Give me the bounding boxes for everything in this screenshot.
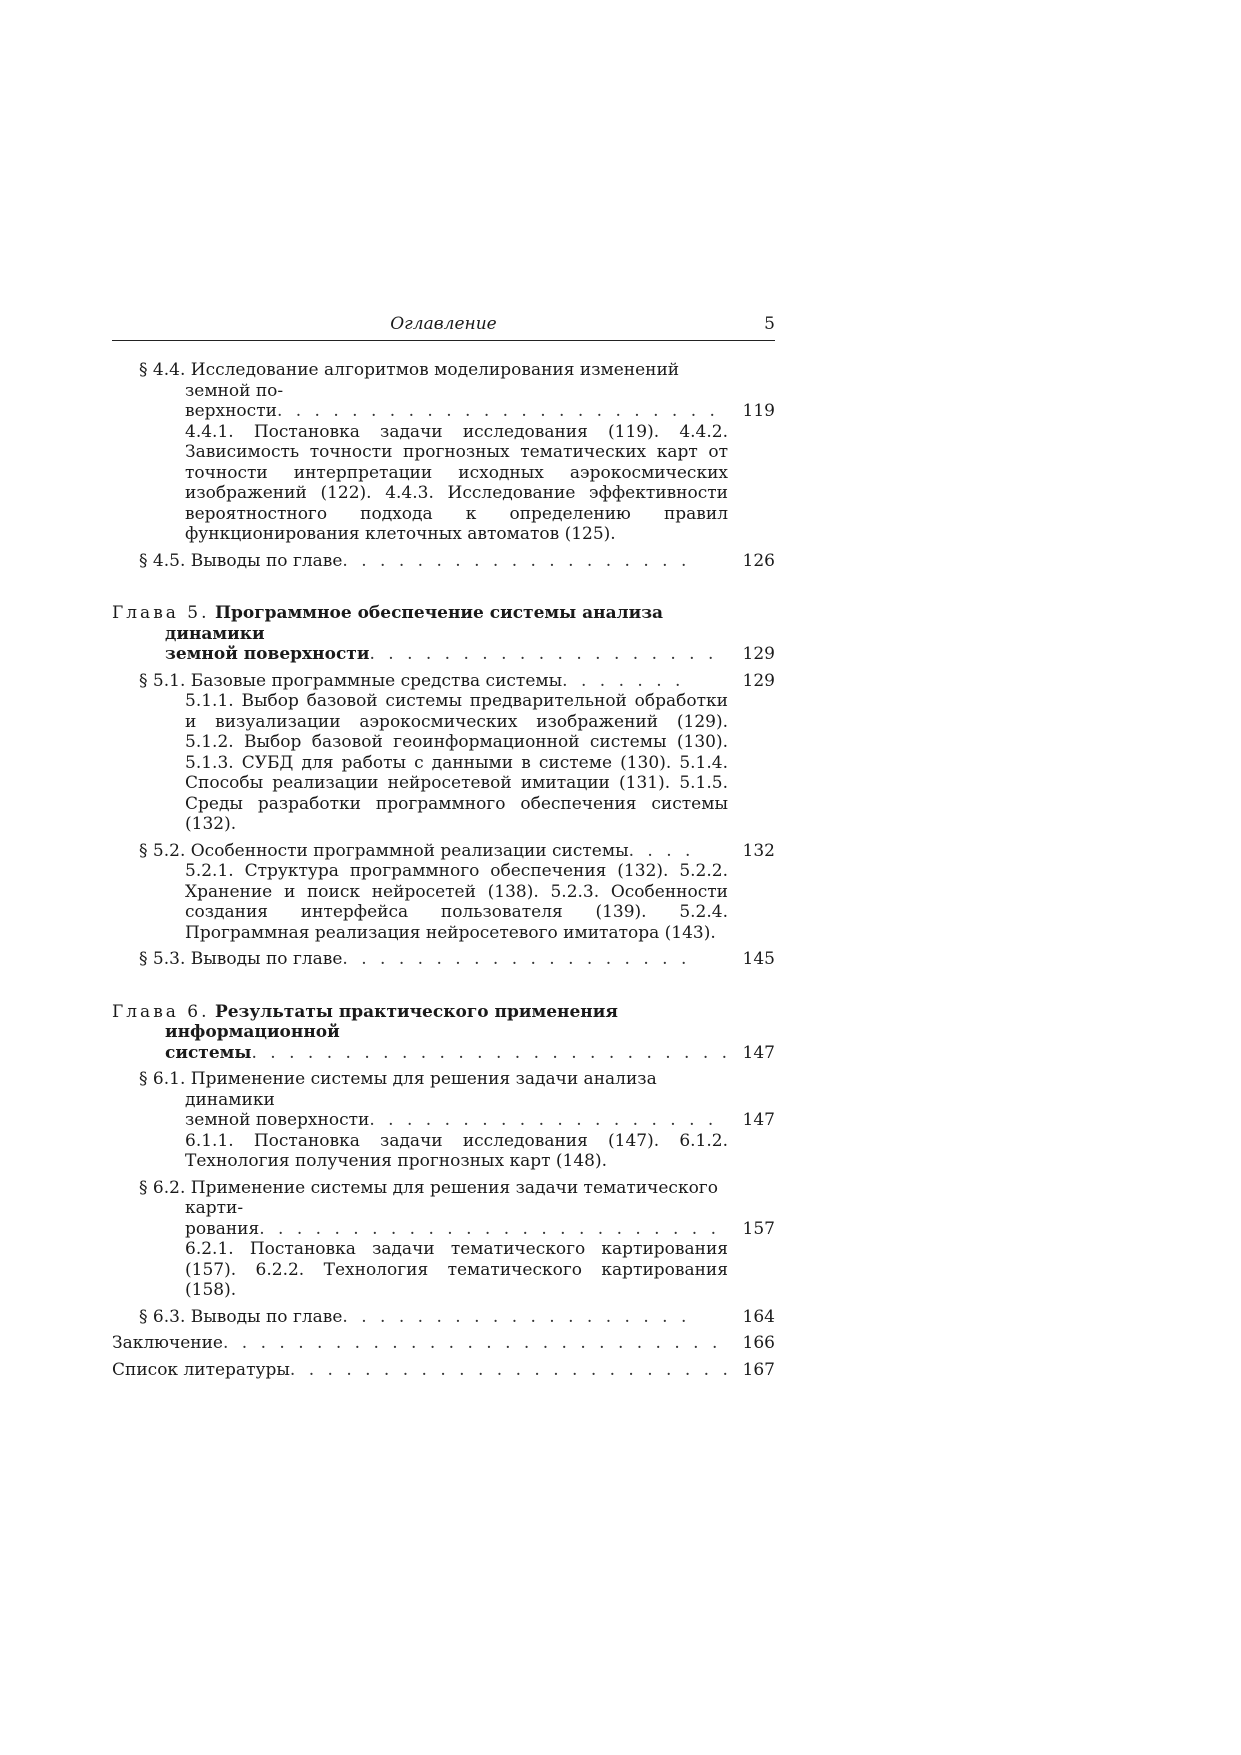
leader-dots [342, 551, 688, 572]
entry-title-last-line: системы [165, 1042, 252, 1063]
page-number: 5 [764, 314, 775, 334]
section-number: § 6.1. [139, 1069, 186, 1089]
entry-title: Список литературы [112, 1359, 290, 1380]
entry-title: Выводы по главе [190, 550, 343, 571]
leader-dots [223, 1333, 728, 1354]
section-number: § 5.1. [139, 670, 186, 691]
toc-entry [112, 360, 775, 545]
entry-title-first-line: Результаты практического применения информационной [165, 1001, 618, 1042]
chapter-label: Глава 6. [112, 1001, 210, 1022]
toc-entry [112, 1178, 775, 1301]
entry-page-number: 164 [742, 1306, 775, 1327]
toc-entry [112, 1333, 775, 1354]
entry-page-number: 157 [742, 1218, 775, 1239]
entry-title-first-line: Применение системы для решения задачи анализа динамики [185, 1069, 657, 1110]
leader-dots [562, 671, 689, 692]
toc-entry [112, 841, 775, 944]
entry-title: Выводы по главе [190, 949, 343, 969]
leader-dots [342, 1307, 688, 1328]
toc-entry [112, 603, 775, 665]
running-head [112, 314, 775, 341]
entry-title-last-line: земной поверхности [165, 644, 370, 664]
leader-dots [290, 1360, 728, 1381]
entry-page-number: 147 [742, 1110, 775, 1130]
subsection-list: 5.1.1. Выбор базовой системы предварительной обработки и визуализации аэрокосмических изображений (129). 5.1.2. Выбор базовой геоинформационной системы (130). 5.1.3. СУБД для работы с данными в системе (130). 5.1.4. Способы реализации нейросетевой имитации (131). 5.1.5. Среды разработки программного обеспечения системы (132). [185, 691, 728, 834]
entry-page-number: 147 [742, 1042, 775, 1063]
leader-dots [342, 949, 688, 970]
toc-entry [112, 1360, 775, 1381]
entry-page-number: 132 [742, 840, 775, 861]
toc-entry [112, 949, 775, 970]
entry-title-first-line: Применение системы для решения задачи тематического карти- [185, 1177, 718, 1218]
subsection-list: 4.4.1. Постановка задачи исследования (119). 4.4.2. Зависимость точности прогнозных тематических карт от точности интерпретации исходных аэрокосмических изображений (122). 4.4.3. Исследование эффективности вероятностного подхода к определению правил функционирования клеточных автоматов (125). [185, 421, 728, 544]
section-number: § 5.3. [139, 949, 186, 969]
entry-title-last-line: рования [185, 1218, 260, 1239]
entry-title: Базовые программные средства системы [190, 670, 563, 691]
leader-dots [369, 644, 728, 665]
entry-page-number: 126 [742, 550, 775, 571]
leader-dots [277, 401, 728, 422]
entry-title: Заключение [112, 1333, 223, 1353]
entry-title: Выводы по главе [190, 1306, 343, 1327]
subsection-list: 6.1.1. Постановка задачи исследования (147). 6.1.2. Технология получения прогнозных карт (148). [185, 1130, 728, 1171]
section-number: § 6.3. [139, 1306, 186, 1327]
toc-entry [112, 1002, 775, 1064]
section-number: § 4.4. [139, 360, 186, 380]
leader-dots [259, 1219, 728, 1240]
entry-title-first-line: Исследование алгоритмов моделирования изменений земной по- [185, 360, 680, 401]
entry-title-last-line: верхности [185, 401, 277, 421]
subsection-list: 5.2.1. Структура программного обеспечения (132). 5.2.2. Хранение и поиск нейросетей (138). 5.2.3. Особенности создания интерфейса пользователя (139). 5.2.4. Программная реализация нейросетевого имитатора (143). [185, 861, 728, 943]
leader-dots [369, 1110, 728, 1131]
toc-entry [112, 551, 775, 572]
entry-page-number: 129 [742, 670, 775, 691]
toc-entry [112, 671, 775, 835]
entry-page-number: 119 [742, 401, 775, 421]
entry-page-number: 167 [742, 1359, 775, 1380]
chapter-label: Глава 5. [112, 603, 210, 623]
section-number: § 6.2. [139, 1177, 186, 1198]
entry-title-last-line: земной поверхности [185, 1110, 370, 1130]
toc-entry [112, 1307, 775, 1328]
leader-dots [251, 1043, 728, 1064]
entry-title-first-line: Программное обеспечение системы анализа динамики [165, 603, 664, 644]
section-number: § 5.2. [139, 840, 186, 861]
toc-entry [112, 1069, 775, 1172]
entry-page-number: 145 [742, 949, 775, 969]
leader-dots [629, 841, 689, 862]
entry-page-number: 129 [742, 644, 775, 664]
table-of-contents [112, 360, 775, 1386]
running-title: Оглавление [390, 314, 497, 334]
entry-title: Особенности программной реализации системы [190, 840, 629, 861]
entry-page-number: 166 [742, 1333, 775, 1353]
section-number: § 4.5. [139, 550, 186, 571]
subsection-list: 6.2.1. Постановка задачи тематического картирования (157). 6.2.2. Технология тематического картирования (158). [185, 1239, 728, 1300]
